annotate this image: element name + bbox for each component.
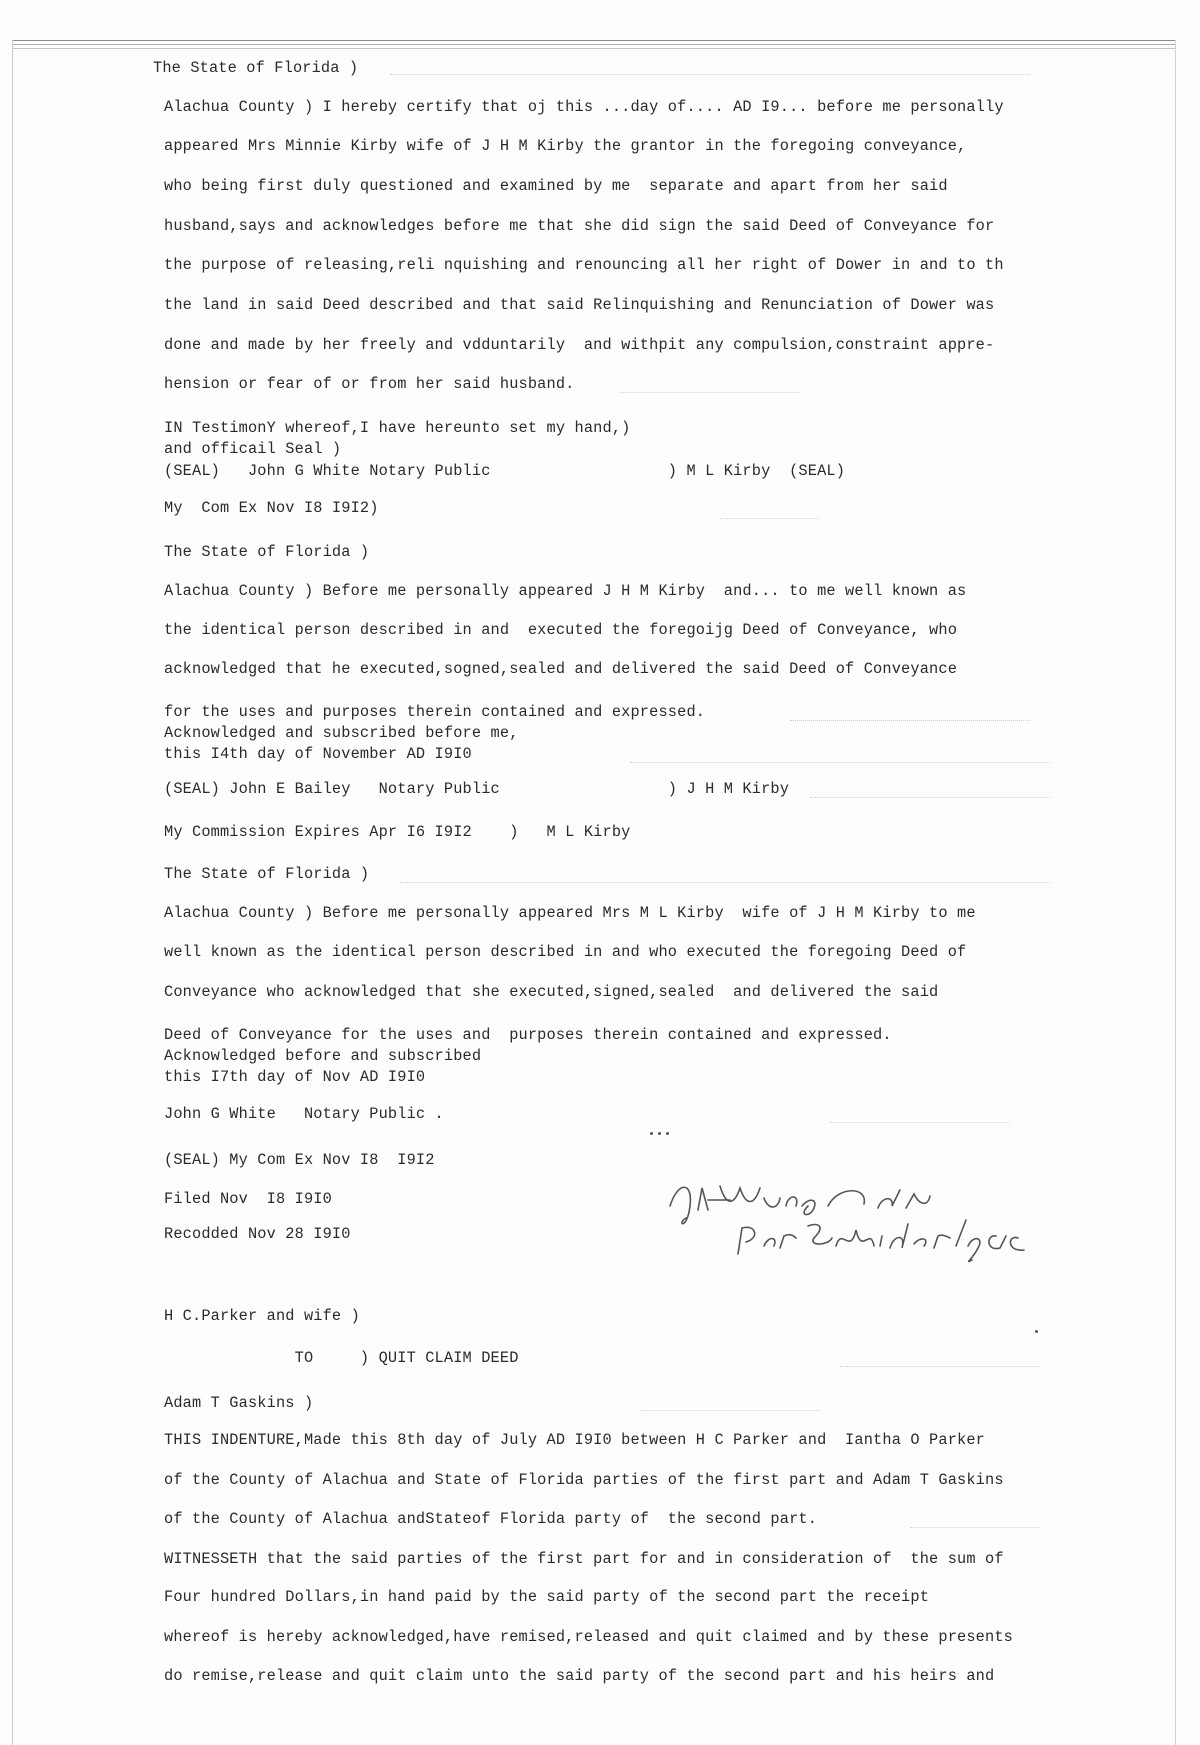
text-line: (SEAL) John G White Notary Public ) M L Kirby (SEAL) — [164, 462, 846, 480]
text-line: and officail Seal ) — [164, 440, 342, 458]
text-line: Alachua County ) Before me personally appeared Mrs M L Kirby wife of J H M Kirby to me — [164, 904, 976, 922]
signature-scribble-icon — [668, 1176, 1088, 1266]
top-rule-2 — [12, 44, 1176, 45]
text-line: (SEAL) John E Bailey Notary Public ) J H M Kirby — [164, 780, 790, 798]
text-line: Deed of Conveyance for the uses and purposes therein contained and expressed. — [164, 1026, 892, 1044]
ink-dot — [650, 1132, 653, 1135]
page-right-edge — [1175, 40, 1176, 1745]
text-line: Four hundred Dollars,in hand paid by the said party of the second part the receipt — [164, 1588, 930, 1606]
ink-dot — [1035, 1330, 1038, 1333]
text-line: of the County of Alachua andStateof Florida party of the second part. — [164, 1510, 818, 1528]
top-rule-3 — [12, 48, 1176, 49]
text-line: Conveyance who acknowledged that she executed,signed,sealed and delivered the said — [164, 983, 939, 1001]
text-line: My Com Ex Nov I8 I9I2) — [164, 499, 379, 517]
ink-dot — [666, 1132, 669, 1135]
bleed-through-mark — [910, 1527, 1040, 1538]
bleed-through-mark — [640, 1410, 820, 1421]
text-line: The State of Florida ) — [164, 865, 370, 883]
bleed-through-mark — [390, 74, 1030, 85]
text-line: (SEAL) My Com Ex Nov I8 I9I2 — [164, 1151, 435, 1169]
text-line: this I7th day of Nov AD I9I0 — [164, 1068, 426, 1086]
text-line: IN TestimonY whereof,I have hereunto set my hand,) — [164, 419, 631, 437]
text-line: do remise,release and quit claim unto the said party of the second part and his heirs and — [164, 1667, 995, 1685]
top-rule — [12, 40, 1176, 41]
bleed-through-mark — [790, 720, 1030, 731]
text-line: WITNESSETH that the said parties of the first part for and in consideration of the sum of — [164, 1550, 1004, 1568]
text-line: who being first duly questioned and examined by me separate and apart from her said — [164, 177, 948, 195]
page-left-edge — [12, 40, 13, 1745]
text-line: John G White Notary Public . — [164, 1105, 444, 1123]
text-line: Alachua County ) Before me personally appeared J H M Kirby and... to me well known as — [164, 582, 967, 600]
text-line: H C.Parker and wife ) — [164, 1307, 360, 1325]
text-line: Alachua County ) I hereby certify that oj this ...day of.... AD I9... before me personally — [164, 98, 1004, 116]
text-line: Acknowledged and subscribed before me, — [164, 724, 519, 742]
text-line: whereof is hereby acknowledged,have remised,released and quit claimed and by these presents — [164, 1628, 1013, 1646]
bleed-through-mark — [720, 518, 820, 529]
text-line: done and made by her freely and vdduntarily and withpit any compulsion,constraint appre- — [164, 336, 995, 354]
text-line: for the uses and purposes therein contained and expressed. — [164, 703, 706, 721]
text-line: the land in said Deed described and that said Relinquishing and Renunciation of Dower was — [164, 296, 995, 314]
bleed-through-mark — [400, 882, 1050, 893]
text-line: husband,says and acknowledges before me that she did sign the said Deed of Conveyance for — [164, 217, 995, 235]
text-line: The State of Florida ) — [164, 543, 370, 561]
bleed-through-mark — [810, 797, 1050, 808]
text-line: TO ) QUIT CLAIM DEED — [164, 1349, 519, 1367]
clerk-signature — [668, 1176, 1088, 1266]
text-line: acknowledged that he executed,sogned,sealed and delivered the said Deed of Conveyance — [164, 660, 958, 678]
bleed-through-mark — [630, 762, 1050, 773]
text-line: the purpose of releasing,reli nquishing and renouncing all her right of Dower in and to th — [164, 256, 1004, 274]
bleed-through-mark — [620, 392, 800, 403]
text-line: Acknowledged before and subscribed — [164, 1047, 482, 1065]
text-line: appeared Mrs Minnie Kirby wife of J H M Kirby the grantor in the foregoing conveyance, — [164, 137, 967, 155]
text-line: this I4th day of November AD I9I0 — [164, 745, 472, 763]
ink-dot — [658, 1132, 661, 1135]
text-line: Adam T Gaskins ) — [164, 1394, 314, 1412]
text-line: The State of Florida ) — [153, 59, 359, 77]
text-line: of the County of Alachua and State of Florida parties of the first part and Adam T Gaskins — [164, 1471, 1004, 1489]
text-line: Filed Nov I8 I9I0 — [164, 1190, 332, 1208]
bleed-through-mark — [840, 1366, 1040, 1377]
text-line: Recodded Nov 28 I9I0 — [164, 1225, 351, 1243]
text-line: hension or fear of or from her said husband. — [164, 375, 575, 393]
text-line: well known as the identical person described in and who executed the foregoing Deed of — [164, 943, 967, 961]
text-line: THIS INDENTURE,Made this 8th day of July AD I9I0 between H C Parker and Iantha O Parker — [164, 1431, 986, 1449]
text-line: the identical person described in and executed the foregoijg Deed of Conveyance, who — [164, 621, 958, 639]
bleed-through-mark — [830, 1122, 1010, 1133]
text-line: My Commission Expires Apr I6 I9I2 ) M L Kirby — [164, 823, 631, 841]
